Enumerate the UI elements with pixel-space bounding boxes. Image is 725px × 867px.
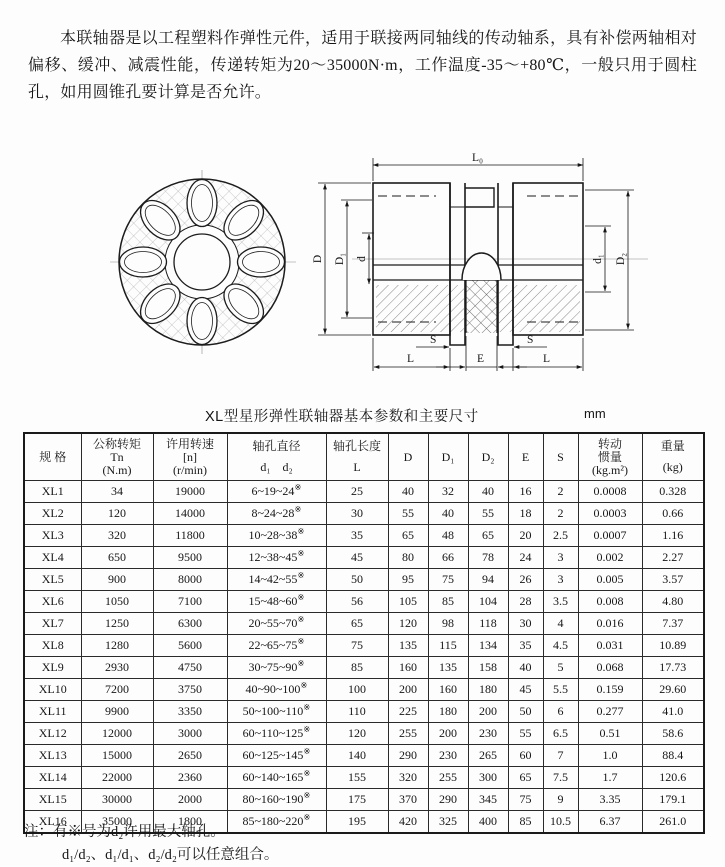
cell-spec: XL14 <box>24 767 81 789</box>
dim-label-L-left: L <box>407 353 415 365</box>
dim-label-d1: d₁ <box>592 254 604 264</box>
cell-bore-length: 45 <box>326 547 388 569</box>
max-bore-mark: ※ <box>303 702 311 712</box>
cell-bore-diameter: 50~100~110※ <box>227 701 326 723</box>
cell-bore-diameter: 60~140~165※ <box>227 767 326 789</box>
cell-spec: XL10 <box>24 679 81 701</box>
cell-D2: 94 <box>468 569 508 591</box>
cell-torque: 22000 <box>81 767 153 789</box>
cell-E: 40 <box>508 657 543 679</box>
col-header-bore-diameter: 轴孔直径 d₁ d₂ <box>227 433 326 481</box>
cell-weight: 4.80 <box>642 591 704 613</box>
footnote-line2: d₁/d₂、d₁/d₁、d₂/d₂可以任意组合。 <box>62 847 279 863</box>
dim-label-S-right: S <box>527 334 534 346</box>
cell-D: 160 <box>388 657 428 679</box>
cell-bore-length: 195 <box>326 811 388 834</box>
cell-S: 3.5 <box>543 591 578 613</box>
cell-S: 2.5 <box>543 525 578 547</box>
cell-speed: 1800 <box>153 811 227 834</box>
dim-label-D2: D₂ <box>615 252 627 266</box>
cell-speed: 2360 <box>153 767 227 789</box>
cell-D: 135 <box>388 635 428 657</box>
cell-spec: XL6 <box>24 591 81 613</box>
cell-D: 95 <box>388 569 428 591</box>
max-bore-mark: ※ <box>297 548 305 558</box>
col-header-bore-length: 轴孔长度 L <box>326 433 388 481</box>
cell-bore-diameter: 40~90~100※ <box>227 679 326 701</box>
table-row <box>24 745 704 767</box>
cell-bore-length: 65 <box>326 613 388 635</box>
cell-D2: 134 <box>468 635 508 657</box>
cell-weight: 0.66 <box>642 503 704 525</box>
max-bore-mark: ※ <box>297 570 305 580</box>
cell-spec: XL1 <box>24 481 81 503</box>
cell-inertia: 0.008 <box>578 591 642 613</box>
cell-bore-length: 120 <box>326 723 388 745</box>
cell-inertia: 0.277 <box>578 701 642 723</box>
col-header-E: E <box>508 433 543 481</box>
cell-bore-diameter: 15~48~60※ <box>227 591 326 613</box>
cell-spec: XL3 <box>24 525 81 547</box>
table-row <box>24 547 704 569</box>
cell-weight: 41.0 <box>642 701 704 723</box>
cell-spec: XL2 <box>24 503 81 525</box>
cell-S: 5.5 <box>543 679 578 701</box>
cell-D: 320 <box>388 767 428 789</box>
cell-D1: 66 <box>428 547 468 569</box>
col-header-D2: D₂ <box>468 433 508 481</box>
table-row <box>24 789 704 811</box>
cell-bore-length: 35 <box>326 525 388 547</box>
bore-hole <box>174 234 230 290</box>
cell-S: 6.5 <box>543 723 578 745</box>
cell-S: 2 <box>543 481 578 503</box>
cell-D2: 180 <box>468 679 508 701</box>
cell-D2: 300 <box>468 767 508 789</box>
cell-D: 120 <box>388 613 428 635</box>
cell-S: 2 <box>543 503 578 525</box>
cell-spec: XL12 <box>24 723 81 745</box>
star-element-dome <box>462 253 501 280</box>
cell-torque: 15000 <box>81 745 153 767</box>
col-header-weight: 重量 (kg) <box>642 433 704 481</box>
cell-inertia: 1.0 <box>578 745 642 767</box>
table-unit: mm <box>584 406 606 421</box>
cell-weight: 88.4 <box>642 745 704 767</box>
cell-speed: 9500 <box>153 547 227 569</box>
cell-speed: 6300 <box>153 613 227 635</box>
col-header-torque: 公称转矩 Tn (N.m) <box>81 433 153 481</box>
cell-torque: 1050 <box>81 591 153 613</box>
cell-weight: 0.328 <box>642 481 704 503</box>
cell-D2: 78 <box>468 547 508 569</box>
technical-drawing <box>0 145 725 400</box>
cell-bore-length: 50 <box>326 569 388 591</box>
cell-D: 40 <box>388 481 428 503</box>
cell-D1: 115 <box>428 635 468 657</box>
cell-inertia: 6.37 <box>578 811 642 834</box>
cell-E: 65 <box>508 767 543 789</box>
max-bore-mark: ※ <box>303 790 311 800</box>
cell-inertia: 3.35 <box>578 789 642 811</box>
table-caption <box>0 405 725 429</box>
max-bore-mark: ※ <box>297 592 305 602</box>
dim-label-D: D <box>312 254 324 264</box>
max-bore-mark: ※ <box>303 724 311 734</box>
parameters-table <box>23 432 705 834</box>
cell-speed: 7100 <box>153 591 227 613</box>
max-bore-mark: ※ <box>297 658 305 668</box>
table-row <box>24 613 704 635</box>
cell-weight: 58.6 <box>642 723 704 745</box>
cell-inertia: 1.7 <box>578 767 642 789</box>
table-row <box>24 657 704 679</box>
cell-D: 420 <box>388 811 428 834</box>
cell-D1: 75 <box>428 569 468 591</box>
cell-inertia: 0.0003 <box>578 503 642 525</box>
max-bore-mark: ※ <box>300 680 308 690</box>
cell-spec: XL11 <box>24 701 81 723</box>
cell-bore-diameter: 14~42~55※ <box>227 569 326 591</box>
cell-D: 290 <box>388 745 428 767</box>
table-row <box>24 767 704 789</box>
cell-E: 30 <box>508 613 543 635</box>
cell-weight: 1.16 <box>642 525 704 547</box>
cell-S: 4.5 <box>543 635 578 657</box>
cell-D: 105 <box>388 591 428 613</box>
cell-E: 20 <box>508 525 543 547</box>
cell-weight: 261.0 <box>642 811 704 834</box>
col-header-S: S <box>543 433 578 481</box>
cell-D2: 118 <box>468 613 508 635</box>
cell-torque: 35000 <box>81 811 153 834</box>
cell-E: 45 <box>508 679 543 701</box>
cell-inertia: 0.016 <box>578 613 642 635</box>
dim-label-E: E <box>477 353 485 365</box>
cell-D2: 265 <box>468 745 508 767</box>
cell-D2: 400 <box>468 811 508 834</box>
cell-bore-length: 56 <box>326 591 388 613</box>
cell-bore-diameter: 85~180~220※ <box>227 811 326 834</box>
footnote-line1: 注：有※号为d₂许用最大轴孔。 <box>24 824 225 840</box>
cell-S: 9 <box>543 789 578 811</box>
dim-label-L0: L₀ <box>472 152 484 164</box>
cell-D1: 48 <box>428 525 468 547</box>
cell-S: 4 <box>543 613 578 635</box>
max-bore-mark: ※ <box>297 614 305 624</box>
cell-E: 85 <box>508 811 543 834</box>
cell-torque: 650 <box>81 547 153 569</box>
col-header-inertia: 转动 惯量 (kg.m²) <box>578 433 642 481</box>
table-title: XL型星形弹性联轴器基本参数和主要尺寸 <box>205 409 479 425</box>
cell-speed: 5600 <box>153 635 227 657</box>
coupling-drawing <box>0 145 725 400</box>
dim-label-S-left: S <box>430 334 437 346</box>
cell-torque: 900 <box>81 569 153 591</box>
intro-paragraph: 本联轴器是以工程塑料作弹性元件，适用于联接两同轴线的传动轴系，具有补偿两轴相对偏移、缓冲、减震性能，传递转矩为20～35000N·m，工作温度-35～+80℃，一般只用于圆柱孔，如用圆锥孔要计算是否允许。 <box>28 30 697 101</box>
cell-bore-diameter: 60~110~125※ <box>227 723 326 745</box>
max-bore-mark: ※ <box>294 482 302 492</box>
col-header-speed: 许用转速 [n] (r/min) <box>153 433 227 481</box>
footnotes <box>24 821 278 867</box>
cell-speed: 19000 <box>153 481 227 503</box>
cell-weight: 179.1 <box>642 789 704 811</box>
cell-bore-diameter: 10~28~38※ <box>227 525 326 547</box>
cell-D1: 230 <box>428 745 468 767</box>
table-body <box>24 481 704 834</box>
cell-spec: XL4 <box>24 547 81 569</box>
cell-spec: XL5 <box>24 569 81 591</box>
cell-D1: 135 <box>428 657 468 679</box>
cell-speed: 2000 <box>153 789 227 811</box>
cell-E: 16 <box>508 481 543 503</box>
cell-D: 225 <box>388 701 428 723</box>
cell-S: 7.5 <box>543 767 578 789</box>
cell-torque: 1280 <box>81 635 153 657</box>
table-row <box>24 723 704 745</box>
cell-E: 50 <box>508 701 543 723</box>
cell-speed: 2650 <box>153 745 227 767</box>
max-bore-mark: ※ <box>297 636 305 646</box>
table-row <box>24 701 704 723</box>
cell-D2: 65 <box>468 525 508 547</box>
cell-weight: 120.6 <box>642 767 704 789</box>
cell-D: 80 <box>388 547 428 569</box>
cell-inertia: 0.031 <box>578 635 642 657</box>
max-bore-mark: ※ <box>297 526 305 536</box>
cell-S: 5 <box>543 657 578 679</box>
cell-S: 3 <box>543 547 578 569</box>
cell-weight: 29.60 <box>642 679 704 701</box>
cell-inertia: 0.002 <box>578 547 642 569</box>
cell-E: 60 <box>508 745 543 767</box>
col-header-spec: 规 格 <box>24 433 81 481</box>
dim-label-D1: D₁ <box>334 252 346 266</box>
cell-bore-length: 155 <box>326 767 388 789</box>
cell-inertia: 0.0008 <box>578 481 642 503</box>
cell-D1: 180 <box>428 701 468 723</box>
cell-bore-length: 25 <box>326 481 388 503</box>
cell-bore-length: 175 <box>326 789 388 811</box>
cell-torque: 7200 <box>81 679 153 701</box>
cell-bore-diameter: 30~75~90※ <box>227 657 326 679</box>
cell-bore-diameter: 8~24~28※ <box>227 503 326 525</box>
cell-weight: 10.89 <box>642 635 704 657</box>
cell-bore-diameter: 22~65~75※ <box>227 635 326 657</box>
cell-D2: 158 <box>468 657 508 679</box>
cell-speed: 3750 <box>153 679 227 701</box>
cell-inertia: 0.068 <box>578 657 642 679</box>
cell-D1: 290 <box>428 789 468 811</box>
cell-S: 6 <box>543 701 578 723</box>
cell-torque: 12000 <box>81 723 153 745</box>
dim-label-L-right: L <box>543 353 551 365</box>
cell-D1: 85 <box>428 591 468 613</box>
cell-E: 18 <box>508 503 543 525</box>
cell-weight: 17.73 <box>642 657 704 679</box>
cell-bore-diameter: 6~19~24※ <box>227 481 326 503</box>
cell-spec: XL9 <box>24 657 81 679</box>
max-bore-mark: ※ <box>303 746 311 756</box>
table-row <box>24 591 704 613</box>
cell-torque: 9900 <box>81 701 153 723</box>
cell-spec: XL16 <box>24 811 81 834</box>
cell-E: 75 <box>508 789 543 811</box>
cell-torque: 320 <box>81 525 153 547</box>
table-row <box>24 635 704 657</box>
cell-E: 24 <box>508 547 543 569</box>
cell-S: 10.5 <box>543 811 578 834</box>
cell-spec: XL7 <box>24 613 81 635</box>
header-row <box>24 433 704 481</box>
cell-weight: 7.37 <box>642 613 704 635</box>
cell-inertia: 0.51 <box>578 723 642 745</box>
cell-D2: 55 <box>468 503 508 525</box>
max-bore-mark: ※ <box>303 812 311 822</box>
cell-D2: 230 <box>468 723 508 745</box>
cell-D: 65 <box>388 525 428 547</box>
cell-bore-length: 75 <box>326 635 388 657</box>
table-row <box>24 679 704 701</box>
cell-bore-length: 110 <box>326 701 388 723</box>
table-row <box>24 525 704 547</box>
cell-spec: XL13 <box>24 745 81 767</box>
table-row <box>24 569 704 591</box>
cell-bore-diameter: 60~125~145※ <box>227 745 326 767</box>
cell-D1: 160 <box>428 679 468 701</box>
cell-bore-diameter: 80~160~190※ <box>227 789 326 811</box>
cell-D2: 345 <box>468 789 508 811</box>
cell-weight: 3.57 <box>642 569 704 591</box>
cell-D1: 32 <box>428 481 468 503</box>
cell-torque: 34 <box>81 481 153 503</box>
col-header-D: D <box>388 433 428 481</box>
cell-D1: 98 <box>428 613 468 635</box>
cell-inertia: 0.0007 <box>578 525 642 547</box>
cell-inertia: 0.159 <box>578 679 642 701</box>
cell-speed: 11800 <box>153 525 227 547</box>
cell-spec: XL8 <box>24 635 81 657</box>
cell-D: 200 <box>388 679 428 701</box>
cell-inertia: 0.005 <box>578 569 642 591</box>
cell-torque: 30000 <box>81 789 153 811</box>
cell-speed: 8000 <box>153 569 227 591</box>
cell-E: 28 <box>508 591 543 613</box>
cell-bore-length: 85 <box>326 657 388 679</box>
cell-D2: 200 <box>468 701 508 723</box>
cell-bore-length: 100 <box>326 679 388 701</box>
cell-D: 255 <box>388 723 428 745</box>
cell-S: 3 <box>543 569 578 591</box>
cell-E: 55 <box>508 723 543 745</box>
cell-torque: 120 <box>81 503 153 525</box>
cell-bore-diameter: 12~38~45※ <box>227 547 326 569</box>
cell-speed: 4750 <box>153 657 227 679</box>
table-row <box>24 481 704 503</box>
cell-torque: 2930 <box>81 657 153 679</box>
cell-spec: XL15 <box>24 789 81 811</box>
cell-D1: 325 <box>428 811 468 834</box>
cell-speed: 14000 <box>153 503 227 525</box>
front-view <box>110 170 296 354</box>
cell-D: 370 <box>388 789 428 811</box>
cell-bore-length: 140 <box>326 745 388 767</box>
table-row <box>24 503 704 525</box>
cell-bore-diameter: 20~55~70※ <box>227 613 326 635</box>
cell-E: 35 <box>508 635 543 657</box>
cell-weight: 2.27 <box>642 547 704 569</box>
col-header-D1: D₁ <box>428 433 468 481</box>
max-bore-mark: ※ <box>294 504 302 514</box>
dim-label-d: d <box>356 256 368 262</box>
max-bore-mark: ※ <box>303 768 311 778</box>
cell-torque: 1250 <box>81 613 153 635</box>
cell-speed: 3000 <box>153 723 227 745</box>
cell-bore-length: 30 <box>326 503 388 525</box>
cell-E: 26 <box>508 569 543 591</box>
cell-D2: 40 <box>468 481 508 503</box>
cell-D1: 255 <box>428 767 468 789</box>
cell-S: 7 <box>543 745 578 767</box>
cell-D2: 104 <box>468 591 508 613</box>
cell-D1: 40 <box>428 503 468 525</box>
cell-D: 55 <box>388 503 428 525</box>
cell-D1: 200 <box>428 723 468 745</box>
cell-speed: 3350 <box>153 701 227 723</box>
